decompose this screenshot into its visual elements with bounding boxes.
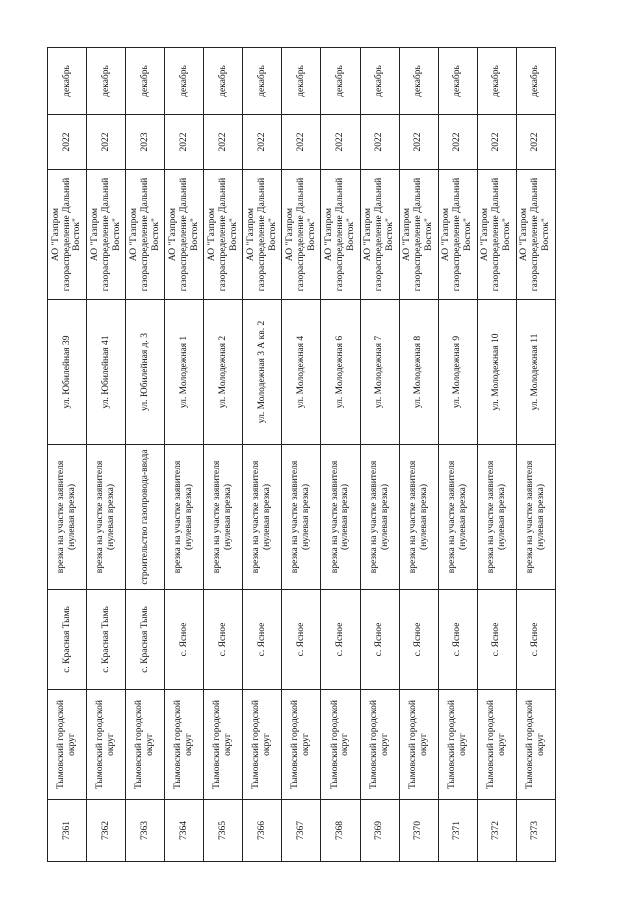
locality-cell: с. Ясное [438, 590, 477, 690]
district-cell: Тымовский городской округ [516, 690, 555, 800]
address-cell: ул. Молодежная 2 [204, 300, 243, 445]
month-cell: декабрь [321, 48, 360, 115]
month-cell: декабрь [87, 48, 126, 115]
address-cell: ул. Молодежная 9 [438, 300, 477, 445]
table-row [477, 48, 516, 862]
row-number-cell: 7366 [243, 800, 282, 862]
district-cell: Тымовский городской округ [165, 690, 204, 800]
organization-cell: АО "Газпром газораспределение Дальний Восток" [399, 170, 438, 300]
year-cell: 2022 [477, 115, 516, 170]
organization-cell: АО "Газпром газораспределение Дальний Восток" [48, 170, 87, 300]
year-cell: 2022 [165, 115, 204, 170]
organization-cell: АО "Газпром газораспределение Дальний Восток" [87, 170, 126, 300]
table-body [48, 48, 556, 862]
work-type-cell: врезка на участке заявителя (нулевая врезка) [204, 445, 243, 590]
table-row [48, 48, 87, 862]
district-cell: Тымовский городской округ [87, 690, 126, 800]
year-cell: 2022 [399, 115, 438, 170]
organization-cell: АО "Газпром газораспределение Дальний Восток" [477, 170, 516, 300]
row-number-cell: 7362 [87, 800, 126, 862]
work-type-cell: врезка на участке заявителя (нулевая врезка) [165, 445, 204, 590]
district-cell: Тымовский городской округ [399, 690, 438, 800]
work-type-cell: строительство газопровода-ввода [126, 445, 165, 590]
row-number-cell: 7367 [282, 800, 321, 862]
address-cell: ул. Молодежная 3 А кв. 2 [243, 300, 282, 445]
district-cell: Тымовский городской округ [360, 690, 399, 800]
locality-cell: с. Ясное [360, 590, 399, 690]
row-number-cell: 7371 [438, 800, 477, 862]
district-cell: Тымовский городской округ [243, 690, 282, 800]
row-number-cell: 7370 [399, 800, 438, 862]
work-type-cell: врезка на участке заявителя (нулевая врезка) [282, 445, 321, 590]
organization-cell: АО "Газпром газораспределение Дальний Восток" [243, 170, 282, 300]
month-cell: декабрь [438, 48, 477, 115]
locality-cell: с. Ясное [516, 590, 555, 690]
organization-cell: АО "Газпром газораспределение Дальний Восток" [438, 170, 477, 300]
address-cell: ул. Юбилейная 41 [87, 300, 126, 445]
row-number-cell: 7373 [516, 800, 555, 862]
district-cell: Тымовский городской округ [282, 690, 321, 800]
address-cell: ул. Молодежная 4 [282, 300, 321, 445]
work-type-cell: врезка на участке заявителя (нулевая врезка) [87, 445, 126, 590]
organization-cell: АО "Газпром газораспределение Дальний Восток" [516, 170, 555, 300]
year-cell: 2022 [87, 115, 126, 170]
table-row [243, 48, 282, 862]
organization-cell: АО "Газпром газораспределение Дальний Восток" [282, 170, 321, 300]
year-cell: 2022 [282, 115, 321, 170]
locality-cell: с. Ясное [204, 590, 243, 690]
work-type-cell: врезка на участке заявителя (нулевая врезка) [360, 445, 399, 590]
address-cell: ул. Молодежная 6 [321, 300, 360, 445]
address-cell: ул. Юбилейная д. 3 [126, 300, 165, 445]
year-cell: 2022 [516, 115, 555, 170]
address-cell: ул. Юбилейная 39 [48, 300, 87, 445]
row-number-cell: 7368 [321, 800, 360, 862]
row-number-cell: 7363 [126, 800, 165, 862]
work-type-cell: врезка на участке заявителя (нулевая врезка) [321, 445, 360, 590]
locality-cell: с. Ясное [282, 590, 321, 690]
year-cell: 2022 [48, 115, 87, 170]
table-row [321, 48, 360, 862]
table-row [87, 48, 126, 862]
locality-cell: с. Красная Тымь [48, 590, 87, 690]
organization-cell: АО "Газпром газораспределение Дальний Восток" [165, 170, 204, 300]
work-type-cell: врезка на участке заявителя (нулевая врезка) [48, 445, 87, 590]
row-number-cell: 7365 [204, 800, 243, 862]
work-type-cell: врезка на участке заявителя (нулевая врезка) [477, 445, 516, 590]
district-cell: Тымовский городской округ [477, 690, 516, 800]
month-cell: декабрь [243, 48, 282, 115]
month-cell: декабрь [165, 48, 204, 115]
month-cell: декабрь [516, 48, 555, 115]
district-cell: Тымовский городской округ [48, 690, 87, 800]
locality-cell: с. Ясное [321, 590, 360, 690]
month-cell: декабрь [204, 48, 243, 115]
row-number-cell: 7372 [477, 800, 516, 862]
organization-cell: АО "Газпром газораспределение Дальний Восток" [126, 170, 165, 300]
locality-cell: с. Красная Тымь [126, 590, 165, 690]
district-cell: Тымовский городской округ [204, 690, 243, 800]
locality-cell: с. Красная Тымь [87, 590, 126, 690]
row-number-cell: 7361 [48, 800, 87, 862]
table-row [204, 48, 243, 862]
table-row [165, 48, 204, 862]
organization-cell: АО "Газпром газораспределение Дальний Восток" [204, 170, 243, 300]
address-cell: ул. Молодежная 11 [516, 300, 555, 445]
organization-cell: АО "Газпром газораспределение Дальний Восток" [360, 170, 399, 300]
work-type-cell: врезка на участке заявителя (нулевая врезка) [243, 445, 282, 590]
year-cell: 2022 [243, 115, 282, 170]
month-cell: декабрь [48, 48, 87, 115]
locality-cell: с. Ясное [399, 590, 438, 690]
table-row [438, 48, 477, 862]
address-cell: ул. Молодежная 7 [360, 300, 399, 445]
year-cell: 2022 [321, 115, 360, 170]
table-row [126, 48, 165, 862]
locality-cell: с. Ясное [165, 590, 204, 690]
rotated-page [47, 48, 556, 862]
district-cell: Тымовский городской округ [321, 690, 360, 800]
row-number-cell: 7364 [165, 800, 204, 862]
month-cell: декабрь [399, 48, 438, 115]
year-cell: 2022 [204, 115, 243, 170]
year-cell: 2022 [438, 115, 477, 170]
gas-connection-table [47, 47, 556, 862]
row-number-cell: 7369 [360, 800, 399, 862]
district-cell: Тымовский городской округ [126, 690, 165, 800]
month-cell: декабрь [477, 48, 516, 115]
year-cell: 2022 [360, 115, 399, 170]
table-row [516, 48, 555, 862]
month-cell: декабрь [360, 48, 399, 115]
year-cell: 2023 [126, 115, 165, 170]
address-cell: ул. Молодежная 10 [477, 300, 516, 445]
district-cell: Тымовский городской округ [438, 690, 477, 800]
table-row [399, 48, 438, 862]
locality-cell: с. Ясное [243, 590, 282, 690]
month-cell: декабрь [126, 48, 165, 115]
work-type-cell: врезка на участке заявителя (нулевая врезка) [516, 445, 555, 590]
table-row [282, 48, 321, 862]
work-type-cell: врезка на участке заявителя (нулевая врезка) [438, 445, 477, 590]
month-cell: декабрь [282, 48, 321, 115]
table-row [360, 48, 399, 862]
address-cell: ул. Молодежная 1 [165, 300, 204, 445]
locality-cell: с. Ясное [477, 590, 516, 690]
address-cell: ул. Молодежная 8 [399, 300, 438, 445]
work-type-cell: врезка на участке заявителя (нулевая врезка) [399, 445, 438, 590]
organization-cell: АО "Газпром газораспределение Дальний Восток" [321, 170, 360, 300]
